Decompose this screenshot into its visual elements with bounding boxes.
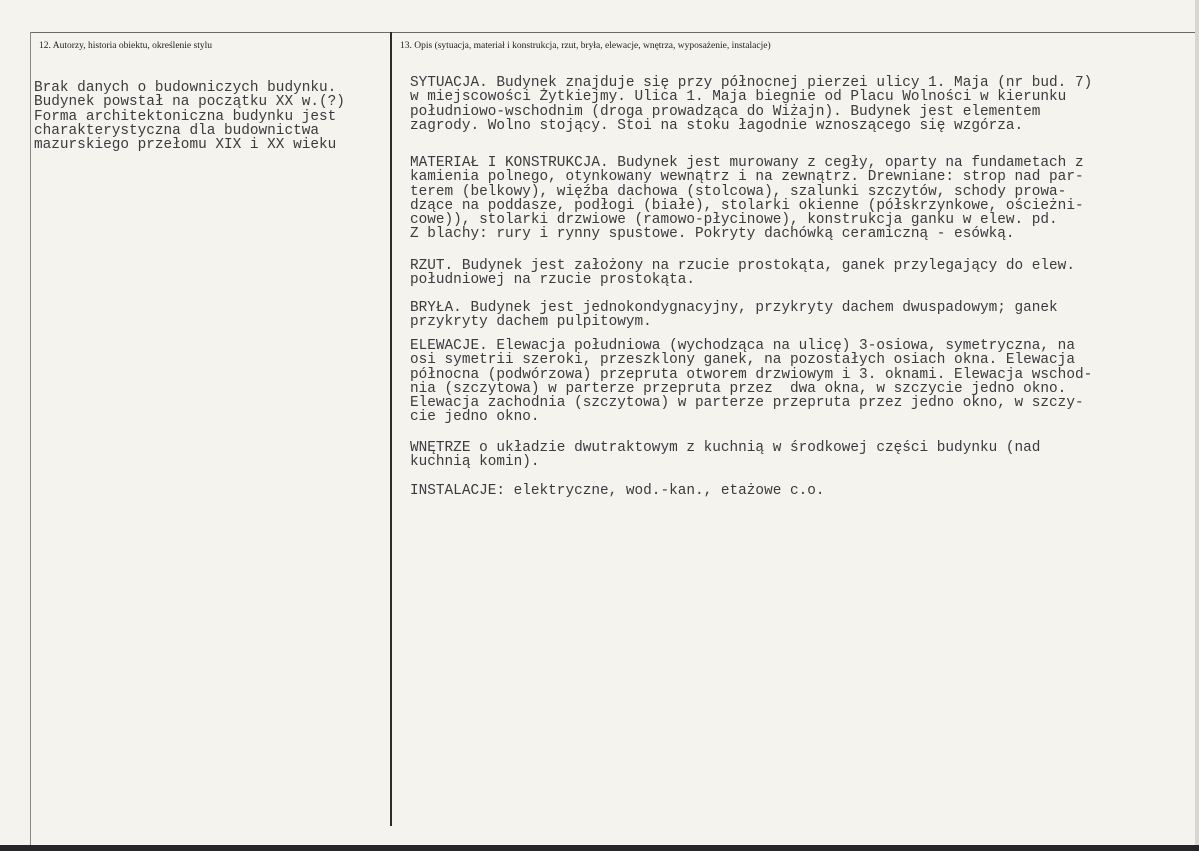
page-edge-right <box>1195 0 1199 851</box>
material-paragraph: MATERIAŁ I KONSTRUKCJA. Budynek jest murowany z cegły, oparty na fundametach z kamienia polnego, otynkowany wewnątrz i na zewnątrz. Drewniane: strop nad par- terem (belkowy), więźba dachowa (stolcowa), szalunki szczytów, schody prowa- dzące na poddasze, podłogi (białe), stolarki okienne (półskrzynkowe, ościeżni- cowe)), stolarki drzwiowe (ramowo-płycinowe), konstrukcja ganku w elew. pd. Z blachy: rury i rynny spustowe. Pokryty dachówką ceramiczną - esówką. <box>410 155 1084 243</box>
left-rule <box>30 32 31 851</box>
section-12-header: 12. Autorzy, historia obiektu, określenie stylu <box>39 41 212 51</box>
sytuacja-paragraph: SYTUACJA. Budynek znajduje się przy północnej pierzei ulicy 1. Maja (nr bud. 7) w miejscowości Żytkiejmy. Ulica 1. Maja biegnie od Placu Wolności w kierunku południowo-wschodnim (droga prowadząca do Wiżajn). Budynek jest elementem zagrody. Wolno stojący. Stoi na stoku łagodnie wznoszącego się wzgórza. <box>410 75 1093 134</box>
column-divider <box>390 32 392 826</box>
elewacje-paragraph: ELEWACJE. Elewacja południowa (wychodząca na ulicę) 3-osiowa, symetryczna, na osi symetrii szeroki, przeszklony ganek, na pozostałych osiach okna. Elewacja północna (podwórzowa) przepruta otworem drzwiowym i 3. oknami. Elewacja wschod- nia (szczytowa) w parterze przepruta przez dwa okna, w szczycie jedno okno. Elewacja zachodnia (szczytowa) w parterze przepruta przez jedno okno, w szczy- cie jedno okno. <box>410 338 1093 426</box>
rzut-paragraph: RZUT. Budynek jest założony na rzucie prostokąta, ganek przylegający do elew. południowej na rzucie prostokąta. <box>410 258 1075 289</box>
instalacje-paragraph: INSTALACJE: elektryczne, wod.-kan., etażowe c.o. <box>410 483 825 499</box>
bryla-paragraph: BRYŁA. Budynek jest jednokondygnacyjny, przykryty dachem dwuspadowym; ganek przykryty dachem pulpitowym. <box>410 300 1058 331</box>
top-rule <box>30 32 1198 33</box>
page-edge-bottom <box>0 845 1199 851</box>
section-13-header: 13. Opis (sytuacja, materiał i konstrukcja, rzut, bryła, elewacje, wnętrza, wyposażenie, instalacje) <box>400 41 771 51</box>
wnetrze-paragraph: WNĘTRZE o układzie dwutraktowym z kuchnią w środkowej części budynku (nad kuchnią komin). <box>410 440 1041 471</box>
authors-history-text: Brak danych o budowniczych budynku. Budynek powstał na początku XX w.(?) Forma architektoniczna budynku jest charakterystyczna dla budownictwa mazurskiego przełomu XIX i XX wieku <box>34 80 345 154</box>
